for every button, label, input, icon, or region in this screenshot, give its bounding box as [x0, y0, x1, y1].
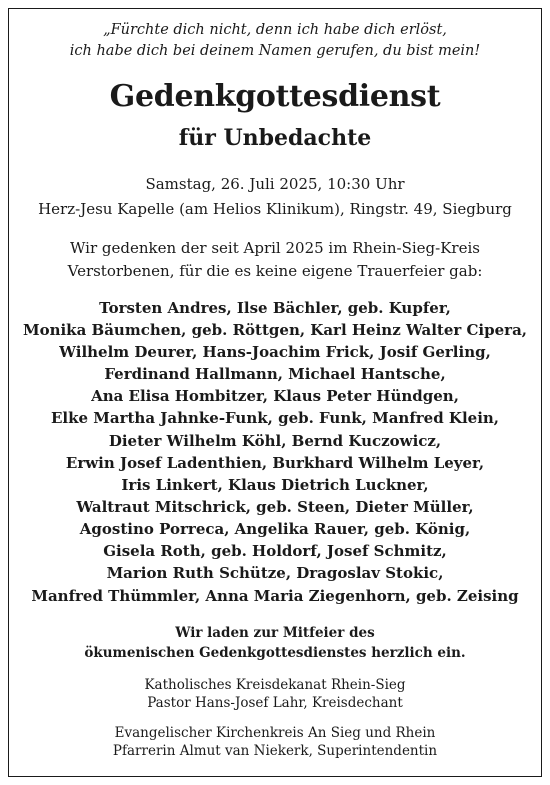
catholic-signatory: Pastor Hans-Josef Lahr, Kreisdechant — [147, 695, 403, 711]
quote-line-2: ich habe dich bei deinem Namen gerufen, du bist mein! — [69, 43, 481, 59]
names-line: Agostino Porreca, Angelika Rauer, geb. König, — [79, 520, 471, 538]
names-line: Ana Elisa Hombitzer, Klaus Peter Hündgen, — [91, 387, 459, 405]
names-line: Ferdinand Hallmann, Michael Hantsche, — [104, 365, 446, 383]
names-line: Waltraut Mitschrick, geb. Steen, Dieter Müller, — [76, 498, 474, 516]
invitation-line-2: ökumenischen Gedenkgottesdienstes herzlich ein. — [84, 645, 466, 661]
notice-frame — [8, 8, 542, 777]
names-line: Marion Ruth Schütze, Dragoslav Stokic, — [106, 564, 444, 582]
names-line: Monika Bäumchen, geb. Röttgen, Karl Heinz Walter Cipera, — [22, 321, 528, 339]
names-line: Erwin Josef Ladenthien, Burkhard Wilhelm Leyer, — [65, 454, 485, 472]
invitation-line-1: Wir laden zur Mitfeier des — [175, 625, 375, 641]
catholic-org: Katholisches Kreisdekanat Rhein-Sieg — [144, 677, 406, 693]
names-line: Iris Linkert, Klaus Dietrich Luckner, — [121, 476, 429, 494]
names-line: Elke Martha Jahnke-Funk, geb. Funk, Manfred Klein, — [50, 409, 500, 427]
names-line: Manfred Thümmler, Anna Maria Ziegenhorn, geb. Zeising — [31, 587, 519, 605]
names-line: Wilhelm Deurer, Hans-Joachim Frick, Josif Gerling, — [59, 343, 491, 361]
page-subtitle: für Unbedachte — [178, 125, 372, 151]
names-line: Dieter Wilhelm Köhl, Bernd Kuczowicz, — [108, 432, 442, 450]
intro-line-2: Verstorbenen, für die es keine eigene Trauerfeier gab: — [67, 262, 483, 280]
protestant-org: Evangelischer Kirchenkreis An Sieg und Rhein — [114, 725, 436, 741]
protestant-signatory: Pfarrerin Almut van Niekerk, Superintendentin — [112, 743, 438, 759]
names-line: Torsten Andres, Ilse Bächler, geb. Kupfer, — [99, 299, 451, 317]
event-date-time: Samstag, 26. Juli 2025, 10:30 Uhr — [145, 175, 405, 193]
page-title: Gedenkgottesdienst — [109, 79, 441, 114]
quote-line-1: „Fürchte dich nicht, denn ich habe dich erlöst, — [103, 22, 447, 38]
event-location: Herz-Jesu Kapelle (am Helios Klinikum), Ringstr. 49, Siegburg — [38, 200, 512, 218]
intro-line-1: Wir gedenken der seit April 2025 im Rhein-Sieg-Kreis — [70, 239, 480, 257]
names-line: Gisela Roth, geb. Holdorf, Josef Schmitz, — [103, 542, 447, 560]
